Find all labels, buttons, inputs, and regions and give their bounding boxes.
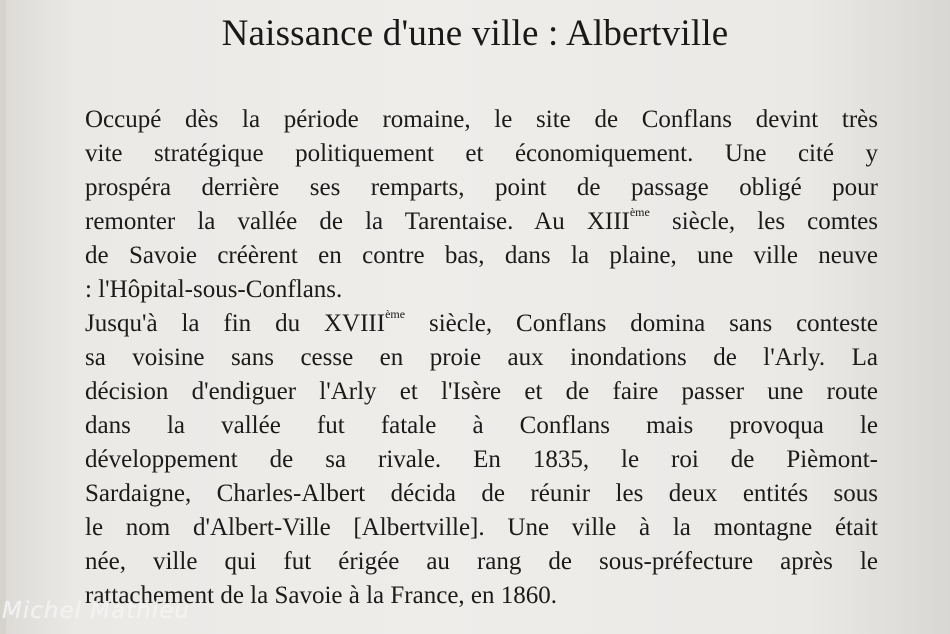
text-line: née, ville qui fut érigée au rang de sous-préfecture après le <box>85 548 878 575</box>
document-title: Naissance d'une ville : Albertville <box>221 13 729 54</box>
panel-left-edge <box>0 0 6 634</box>
text-line: remonter la vallée de la Tarentaise. Au XIIIème siècle, les comtes <box>85 204 878 235</box>
text-line: Occupé dès la période romaine, le site de Conflans devint très <box>85 106 878 133</box>
superscript: ème <box>385 306 406 321</box>
text-line: Jusqu'à la fin du XVIIIème siècle, Conflans domina sans conteste <box>85 306 878 337</box>
text-line: prospéra derrière ses remparts, point de passage obligé pour <box>85 174 878 201</box>
text-line: de Savoie créèrent en contre bas, dans la plaine, une ville neuve <box>85 242 878 269</box>
text-line: rattachement de la Savoie à la France, en 1860. <box>85 582 558 609</box>
document-body <box>85 103 878 613</box>
superscript: ème <box>629 204 650 219</box>
text-line: développement de sa rivale. En 1835, le roi de Pièmont- <box>85 446 878 473</box>
text-line: : l'Hôpital-sous-Conflans. <box>85 276 343 303</box>
text-line: sa voisine sans cesse en proie aux inondations de l'Arly. La <box>85 344 878 371</box>
photographer-watermark: Michel Mathieu <box>2 598 190 624</box>
text-line: vite stratégique politiquement et économiquement. Une cité y <box>85 140 878 167</box>
text-line: dans la vallée fut fatale à Conflans mais provoqua le <box>85 412 878 439</box>
text-line: Sardaigne, Charles-Albert décida de réunir les deux entités sous <box>85 480 878 507</box>
text-line: le nom d'Albert-Ville [Albertville]. Une ville à la montagne était <box>85 514 878 541</box>
text-line: décision d'endiguer l'Arly et l'Isère et de faire passer une route <box>85 378 878 405</box>
